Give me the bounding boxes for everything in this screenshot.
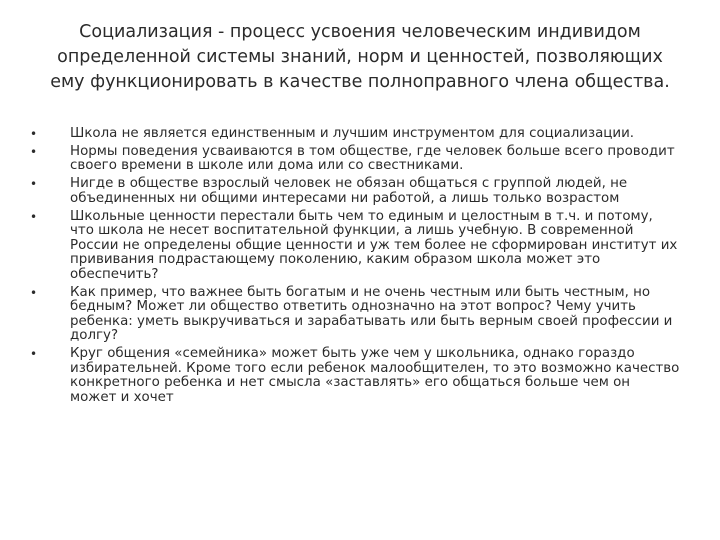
bullet-list xyxy=(30,127,680,409)
bullet-text: Школа не является единственным и лучшим инструментом для социализации. xyxy=(70,126,635,141)
bullet-text: Как пример, что важнее быть богатым и не очень честным или быть честным, но бедным? Может ли общество ответить однозначно на этот вопрос? Чему учить ребенка: уметь выкручиваться и зарабатывать или быть верным своей профессии и долгу? xyxy=(70,284,673,344)
bullet-item xyxy=(30,210,680,283)
bullet-item xyxy=(30,127,680,142)
bullet-icon: • xyxy=(30,209,38,224)
bullet-icon: • xyxy=(30,177,38,192)
bullet-text: Круг общения «семейника» может быть уже чем у школьника, однако гораздо избирательней. Кроме того если ребенок малообщителен, то это возможно качество конкретного ребенка и нет смысла «заставлять» его общаться больше чем он может и хочет xyxy=(70,346,680,406)
bullet-icon: • xyxy=(30,347,38,362)
bullet-text: Нигде в обществе взрослый человек не обязан общаться с группой людей, не объединенных ни общими интересами ни работой, а лишь только возрастом xyxy=(70,176,628,206)
bullet-item xyxy=(30,145,680,174)
bullet-icon: • xyxy=(30,144,38,159)
bullet-item xyxy=(30,177,680,206)
bullet-text: Школьные ценности перестали быть чем то единым и целостным в т.ч. и потому, что школа не несет воспитательной функции, а лишь учебную. В современной России не определены общие ценности и уж тем более не сформирован институт их прививания подрастающему поколению, каким образом школа может это обеспечить? xyxy=(70,208,678,282)
bullet-item xyxy=(30,347,680,405)
bullet-icon: • xyxy=(30,127,38,141)
bullet-text: Нормы поведения усваиваются в том обществе, где человек больше всего проводит своего времени в школе или дома или со свестниками. xyxy=(70,143,675,174)
slide-title: Социализация - процесс усвоения человеческим индивидом определенной системы знаний, норм и ценностей, позволяющих ему функционировать в качестве полноправного члена общества. xyxy=(50,22,670,92)
bullet-icon: • xyxy=(30,285,38,300)
bullet-item xyxy=(30,286,680,344)
